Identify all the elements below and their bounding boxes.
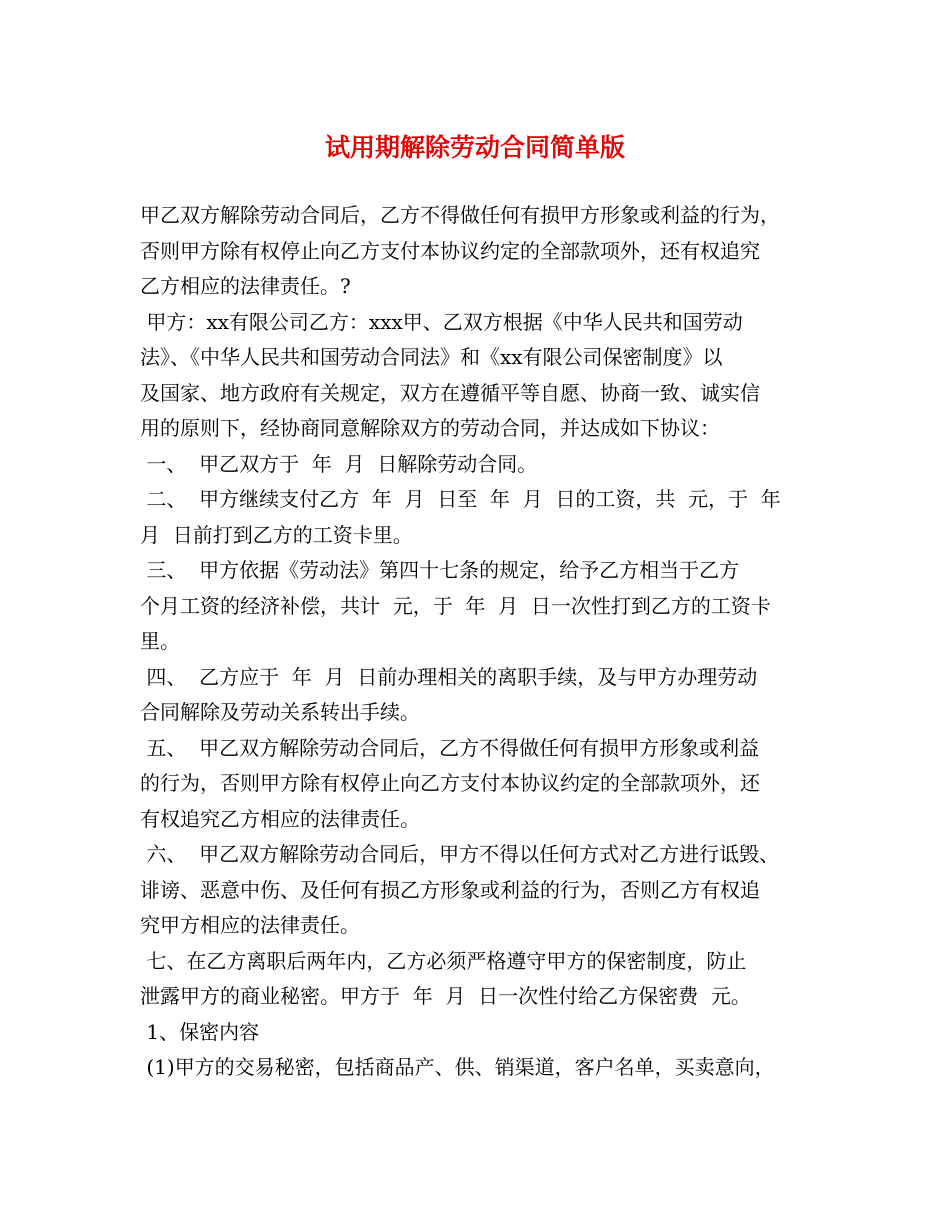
- clause-line: 四、 乙方应于 年 月 日前办理相关的离职手续，及与甲方办理劳动: [140, 664, 758, 689]
- clause-line: 月 日前打到乙方的工资卡里。: [140, 522, 413, 547]
- clause-line: 诽谤、恶意中伤、及任何有损乙方形象或利益的行为，否则乙方有权追: [140, 877, 760, 902]
- clause-line: 的行为，否则甲方除有权停止向乙方支付本协议约定的全部款项外，还: [140, 771, 760, 795]
- clause-line: 三、 甲方依据《劳动法》第四十七条的规定，给予乙方相当于乙方: [140, 558, 740, 582]
- clause-line: 七、在乙方离职后两年内，乙方必须严格遵守甲方的保密制度，防止: [140, 948, 747, 973]
- body-line: 法》、《中华人民共和国劳动合同法》和《xx有限公司保密制度》以: [140, 345, 723, 369]
- document-title: 试用期解除劳动合同简单版: [324, 133, 625, 162]
- body-line: 否则甲方除有权停止向乙方支付本协议约定的全部款项外，还有权追究: [140, 238, 760, 263]
- clause-line: 泄露甲方的商业秘密。甲方于 年 月 日一次性付给乙方保密费 元。: [140, 984, 751, 1008]
- body-line: 用的原则下，经协商同意解除双方的劳动合同，并达成如下协议：: [140, 416, 720, 440]
- clause-line: 一、 甲乙双方于 年 月 日解除劳动合同。: [140, 451, 538, 476]
- document-body: [140, 198, 820, 1086]
- clause-line: 五、 甲乙双方解除劳动合同后，乙方不得做任何有损甲方形象或利益: [140, 735, 760, 760]
- subsection-line: 1、保密内容: [140, 1019, 260, 1044]
- body-line: 甲方：xx有限公司乙方：xxx甲、乙双方根据《中华人民共和国劳动: [140, 309, 743, 334]
- clause-line: 六、 甲乙双方解除劳动合同后，甲方不得以任何方式对乙方进行诋毁、: [140, 842, 780, 866]
- body-line: 甲乙双方解除劳动合同后，乙方不得做任何有损甲方形象或利益的行为，: [140, 203, 780, 227]
- body-line: 及国家、地方政府有关规定，双方在遵循平等自愿、协商一致、诚实信: [140, 380, 760, 405]
- clause-line: 合同解除及劳动关系转出手续。: [140, 700, 420, 724]
- clause-line: 有权追究乙方相应的法律责任。: [140, 806, 420, 831]
- body-line: 乙方相应的法律责任。?: [140, 274, 351, 298]
- subsection-line: (1)甲方的交易秘密，包括商品产、供、销渠道，客户名单，买卖意向，: [140, 1055, 775, 1079]
- clause-line: 二、 甲方继续支付乙方 年 月 日至 年 月 日的工资，共 元，于 年: [140, 487, 781, 511]
- clause-line: 里。: [140, 629, 180, 653]
- clause-line: 究甲方相应的法律责任。: [140, 913, 360, 937]
- clause-line: 个月工资的经济补偿，共计 元，于 年 月 日一次性打到乙方的工资卡: [140, 593, 771, 618]
